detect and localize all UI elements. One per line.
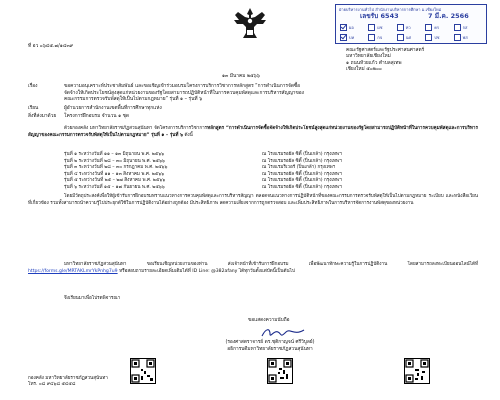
checkbox-empty-icon[interactable] [368, 24, 375, 31]
stamp-checkbox[interactable] [454, 34, 482, 41]
session-venue: ณ โรงแรมรอยัล ซิตี้ (ปิ่นเกล้า) กรุงเทพฯ [262, 158, 342, 164]
stamp-checkbox[interactable] [425, 34, 453, 41]
address-line: คณะรัฐศาสตร์และรัฐประศาสนศาสตร์ [346, 48, 425, 53]
request-text: มหาวิทยาลัยราชภัฏสวนสุนันทา ขอเรียนเชิญหน่วยงานของท่าน ส่งเจ้าหน้าที่เข้ารับการฝึกอบรม เพื่อพัฒนาทักษะความรู้ในการปฏิบัติงาน โดยสามารถลงทะเบียนออนไลน์ได้ที่ [64, 262, 478, 267]
stamp-checkbox[interactable] [368, 34, 396, 41]
garuda-emblem-icon [232, 6, 268, 42]
stamp-checkbox-label: นศ [405, 35, 412, 40]
regards-text: จึงเรียนมาเพื่อโปรดพิจารณา [64, 296, 121, 301]
footer-department: กองคลัง มหาวิทยาลัยราชภัฏสวนสุนันทา [28, 376, 108, 381]
session-dates: รุ่นที่ ๕ ระหว่างวันที่ ๒๕ – ๒๗ สิงหาคม พ.ศ. ๒๕๖๖ [64, 178, 166, 184]
stamp-checkbox[interactable] [397, 24, 425, 31]
letter-date: ๑๓ มีนาคม ๒๕๖๖ [222, 74, 260, 79]
checkbox-empty-icon[interactable] [368, 34, 375, 41]
footer-contact [28, 376, 108, 388]
received-stamp [335, 4, 487, 44]
registration-link[interactable]: https://forms.gle/MRTAKLmrYkPnhg7u9 [28, 268, 118, 274]
signer-block [190, 340, 350, 353]
reference-number: ที่ อว ๐๖๔๕.๗/๑๔๓๙ [28, 44, 74, 49]
subject-line: จัดจ้างให้เกิดประโยชน์สูงสุดแก่หน่วยงานของรัฐโดยสามารถปฏิบัติหน้าที่ในการควบคุมพัสดุและการบริหารสัญญาของ [64, 90, 304, 96]
intro-paragraph [28, 126, 478, 139]
stamp-checkbox[interactable] [340, 34, 368, 41]
stamp-checkbox-label: กจ [377, 35, 383, 40]
to-value: ผู้อำนวยการสำนักงานเขตพื้นที่การศึกษาทุกแห่ง [64, 106, 162, 111]
session-venue: ณ โรงแรมรอยัล ซิตี้ (ปิ่นเกล้า) กรุงเทพฯ [262, 178, 342, 184]
stamp-checkbox[interactable] [397, 34, 425, 41]
session-venue: ณ โรงแรมริเวอร์ (ปิ่นเกล้า) กรุงเทพฯ [262, 165, 336, 171]
stamp-received-number: เลขรับ 6543 [360, 12, 399, 20]
stamp-checkbox-grid [340, 24, 482, 41]
stamp-date: 7 มี.ค. 2566 [428, 12, 469, 20]
address-line: ๑ ถนนห้วยแก้ว ตำบลสุเทพ [346, 60, 402, 66]
course-title: หลักสูตร “การดำเนินการจัดซื้อจัดจ้างให้เกิดประโยชน์สูงสุดแก่หน่วยงานของรัฐโดยสามารถปฏิบัติหน้าที่ในการควบคุมพัสดุและการบริหารสัญญาของคณะกรรมการตรวจรับพัสดุให้เป็นไปตามกฎหมาย” รุ่นที่ ๑ – รุ่นที่ ๖ [28, 126, 478, 138]
session-list [64, 152, 476, 192]
checkbox-empty-icon[interactable] [425, 34, 432, 41]
session-dates: รุ่นที่ ๓ ระหว่างวันที่ ๒๘ – ๓๐ กรกฎาคม พ.ศ. ๒๕๖๖ [64, 165, 168, 171]
stamp-checkbox-label: ผช [377, 25, 383, 30]
request-tail: หรือสอบถามรายละเอียดเพิ่มเติมได้ที่ ID Line: @382afany ได้ทุกวันตั้งแต่บัดนี้เป็นต้นไป [119, 268, 295, 274]
closing: ขอแสดงความนับถือ [248, 318, 290, 323]
qr-code-row [130, 358, 430, 384]
signer-title: อธิการบดีมหาวิทยาลัยราชภัฏสวนสุนันทา [227, 346, 313, 352]
session-dates: รุ่นที่ ๒ ระหว่างวันที่ ๒๘ – ๓๐ มิถุนายน พ.ศ. ๒๕๖๖ [64, 158, 165, 164]
checkbox-empty-icon[interactable] [397, 34, 404, 41]
stamp-checkbox-label: ปช [434, 35, 440, 40]
address-line: มหาวิทยาลัยเชียงใหม่ [346, 54, 391, 60]
stamp-checkbox[interactable] [340, 24, 368, 31]
stamp-checkbox-label: พส [462, 35, 468, 40]
session-dates: รุ่นที่ ๔ ระหว่างวันที่ ๑๑ – ๑๓ สิงหาคม พ.ศ. ๒๕๖๖ [64, 171, 165, 177]
checkbox-empty-icon[interactable] [425, 24, 432, 31]
checkbox-empty-icon[interactable] [454, 24, 461, 31]
session-dates: รุ่นที่ ๖ ระหว่างวันที่ ๑๕ – ๑๗ กันยายน พ.ศ. ๒๕๖๖ [64, 184, 165, 190]
session-venue: ณ โรงแรมรอยัล ซิตี้ (ปิ่นเกล้า) กรุงเทพฯ [262, 152, 342, 157]
objective-text: โดยมีวัตถุประสงค์เพื่อให้ผู้เข้ารับการฝึกอบรมทราบแนวทางการควบคุมพัสดุและการบริหารสัญญา ตลอดจนแนวทางการปฏิบัติหน้าที่ของคณะกรรมการตรวจรับพัสดุให้เป็นไปตามกฎหมาย ระเบียบ และหนังสือเวียนที่เกี่ยวข้อง รวมทั้งสามารถนำความรู้ไปประยุกต์ใช้ในการปฏิบัติงานได้อย่างถูกต้อง มีประสิทธิภาพ ลดความเสี่ยงจากการถูกตรวจสอบ และเพิ่มประสิทธิภาพในการบริหารจัดการงานพัสดุของหน่วยงาน [28, 194, 478, 206]
session-venue: ณ โรงแรมรอยัล ซิตี้ (ปิ่นเกล้า) กรุงเทพฯ [262, 171, 342, 177]
stamp-checkbox-label: บห [349, 35, 355, 40]
subject-label: เรื่อง [28, 84, 38, 89]
checkbox-empty-icon[interactable] [454, 34, 461, 41]
footer-phone: โทร. ๐๘ ๙๔๖๘ ๕๔๕๘ [28, 382, 76, 388]
request-paragraph [28, 262, 478, 275]
stamp-checkbox-label: ผอ [349, 25, 354, 30]
checkbox-checked-icon[interactable] [340, 34, 347, 41]
session-row [64, 178, 476, 185]
stamp-checkbox-label: คร [434, 25, 440, 30]
session-venue: ณ โรงแรมรอยัล ซิตี้ (ปิ่นเกล้า) กรุงเทพฯ [262, 184, 342, 190]
regards-line [28, 296, 478, 303]
session-dates: รุ่นที่ ๑ ระหว่างวันที่ ๑๑ – ๑๓ มิถุนายน พ.ศ. ๒๕๖๖ [64, 152, 165, 157]
checkbox-checked-icon[interactable] [340, 24, 347, 31]
stamp-title: ฝ่ายบริหารงานทั่วไป สำนักงานบริหารการศึกษา ม.เชียงใหม่ [339, 7, 442, 12]
subject-line: ขอความอนุเคราะห์ประชาสัมพันธ์ และขอเชิญเข้าร่วมอบรมโครงการบริการวิชาการหลักสูตร “การดำเนินการจัดซื้อ [64, 84, 301, 89]
intro-text: ด้วยกองคลัง มหาวิทยาลัยราชภัฏสวนสุนันทา จัดโครงการบริการวิชาการ [64, 126, 208, 131]
to-label: เรียน [28, 106, 39, 111]
attachment-label: สิ่งที่ส่งมาด้วย [28, 114, 57, 119]
signer-name: (รองศาสตราจารย์ ดร.ชุติกาญจน์ ศรีวิบูลย์) [225, 340, 315, 345]
session-row [64, 165, 476, 172]
subject-line: คณะกรรมการตรวจรับพัสดุให้เป็นไปตามกฎหมาย” รุ่นที่ ๑ – รุ่นที่ ๖ [64, 97, 203, 103]
session-row [64, 185, 476, 192]
subject-text [64, 84, 476, 104]
objective-paragraph [28, 194, 478, 207]
qr-code-icon[interactable] [267, 358, 293, 384]
signature-icon [258, 326, 308, 340]
address-line: เชียงใหม่ ๕๐๒๐๐ [346, 67, 382, 73]
stamp-checkbox[interactable] [454, 24, 482, 31]
stamp-checkbox-label: ทว [405, 25, 411, 30]
checkbox-empty-icon[interactable] [397, 24, 404, 31]
stamp-checkbox-label: กส [462, 25, 468, 30]
qr-code-icon[interactable] [404, 358, 430, 384]
intro-tail: ดังนี้ [182, 132, 193, 138]
sender-address [346, 48, 476, 74]
qr-code-icon[interactable] [130, 358, 156, 384]
stamp-checkbox[interactable] [368, 24, 396, 31]
attachment-value: โครงการฝึกอบรม จำนวน ๑ ชุด [64, 114, 130, 119]
stamp-checkbox[interactable] [425, 24, 453, 31]
session-row [64, 152, 476, 159]
